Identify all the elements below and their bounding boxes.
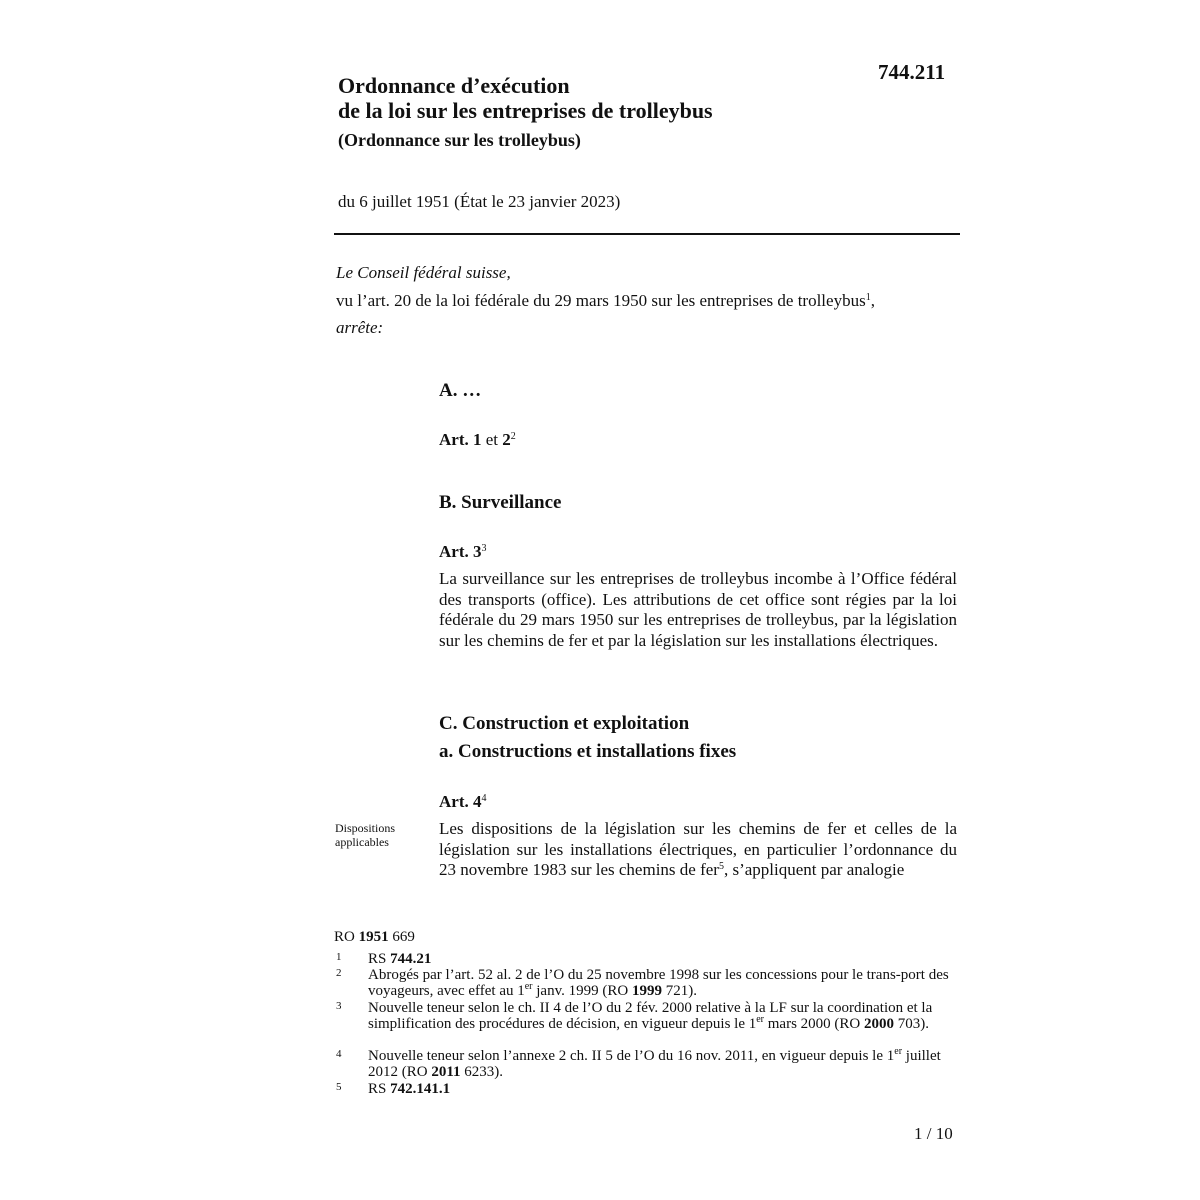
footnote-text: juillet 2012 (RO [368, 1048, 941, 1080]
footnote-sup: er [756, 1014, 765, 1025]
section-a-heading: A. … [439, 380, 482, 401]
footnote-text: 703). [894, 1016, 930, 1032]
article-3-text: La surveillance sur les entreprises de trolleybus incombe à l’Office fédéral des transports (office). Les attributions de cet office sont régies par la loi fédérale du 29 mars 1950 sur les entreprises de trolleybus, par la législation sur les chemins de fer et par la législation sur les installations électriques. [439, 569, 957, 650]
ro-page: 669 [388, 929, 415, 945]
short-title: (Ordonnance sur les trolleybus) [338, 130, 581, 150]
footnote-ref-bold: 742.141.1 [390, 1081, 451, 1097]
footnote-ref-bold: 744.21 [390, 951, 432, 967]
preamble-authority: Le Conseil fédéral suisse, [336, 263, 511, 282]
article-1-2-heading [439, 430, 516, 450]
footnote-sup: er [894, 1046, 903, 1057]
footnote-text: 721). [661, 983, 697, 999]
preamble-decree: arrête: [336, 318, 384, 337]
footnote-text: Abrogés par l’art. 52 al. 2 de l’O du 25 novembre 1998 sur les concessions pour le trans-port des voyageurs, avec effet au 1 [368, 967, 949, 999]
article-1-2-conj: et [481, 430, 503, 449]
footnote-4 [334, 1048, 954, 1080]
sr-number: 744.211 [878, 60, 946, 84]
preamble-basis-end: , [870, 291, 875, 310]
section-ca-heading: a. Constructions et installations fixes [439, 741, 737, 762]
article-4-text-b: , s’appliquent par analogie [723, 860, 905, 879]
ro-prefix: RO [334, 929, 359, 945]
footnote-ref-1[interactable]: 1 [865, 292, 871, 303]
footnote-2 [334, 967, 954, 999]
footnote-ref-3[interactable]: 3 [481, 543, 487, 554]
footnote-ref-bold: 2011 [431, 1064, 461, 1080]
footnote-1 [334, 951, 954, 967]
title-line-2: de la loi sur les entreprises de trolleybus [338, 98, 713, 123]
section-c-heading: C. Construction et exploitation [439, 713, 690, 734]
preamble-basis [336, 291, 875, 311]
footnote-text: Nouvelle teneur selon le ch. II 4 de l’O du 2 fév. 2000 relative à la LF sur la coordination et la simplification des procédures de décision, en vigueur depuis le 1 [368, 1000, 933, 1032]
article-4-text [439, 819, 957, 881]
footnote-ref-4[interactable]: 4 [481, 793, 487, 804]
article-4-margin-note: Dispositions applicables [335, 821, 396, 849]
footnote-text: 6233). [460, 1064, 504, 1080]
section-b-heading: B. Surveillance [439, 492, 562, 513]
ro-reference [334, 929, 415, 946]
title-line-1: Ordonnance d’exécution [338, 73, 570, 98]
article-4-heading [439, 792, 486, 812]
footnote-number: 3 [336, 1000, 342, 1012]
article-3-heading [439, 542, 486, 562]
footnote-sup: er [524, 981, 533, 992]
article-4-label: Art. 4 [439, 792, 482, 811]
footnote-ref-bold: 1999 [631, 983, 662, 999]
footnote-number: 2 [336, 967, 342, 979]
footnote-number: 4 [336, 1048, 342, 1060]
header-rule [334, 233, 960, 235]
preamble-basis-text: vu l’art. 20 de la loi fédérale du 29 mars 1950 sur les entreprises de trolleybus [336, 291, 866, 310]
footnote-text: janv. 1999 (RO [532, 983, 632, 999]
ro-year: 1951 [358, 929, 389, 945]
footnote-text: RS [368, 951, 391, 967]
footnote-ref-2[interactable]: 2 [510, 431, 516, 442]
footnote-number: 5 [336, 1081, 342, 1093]
footnote-number: 1 [336, 951, 342, 963]
page-number: 1 / 10 [914, 1124, 953, 1143]
footnote-text: mars 2000 (RO [764, 1016, 865, 1032]
footnote-text: RS [368, 1081, 391, 1097]
article-2-label: 2 [502, 430, 511, 449]
footnote-text: Nouvelle teneur selon l’annexe 2 ch. II 5 de l’O du 16 nov. 2011, en vigueur depuis le 1 [368, 1048, 895, 1064]
article-3-label: Art. 3 [439, 542, 482, 561]
footnote-3 [334, 1000, 954, 1032]
footnote-5 [334, 1081, 954, 1097]
footnote-ref-bold: 2000 [864, 1016, 895, 1032]
article-1-label: Art. 1 [439, 430, 482, 449]
date-line: du 6 juillet 1951 (État le 23 janvier 2023) [338, 192, 621, 211]
article-4-text-a: Les dispositions de la législation sur les chemins de fer et celles de la législation sur les installations électriques, en particulier l’ordonnance du 23 novembre 1983 sur les chemins de fer [439, 819, 957, 879]
footnote-ref-5[interactable]: 5 [718, 861, 724, 872]
